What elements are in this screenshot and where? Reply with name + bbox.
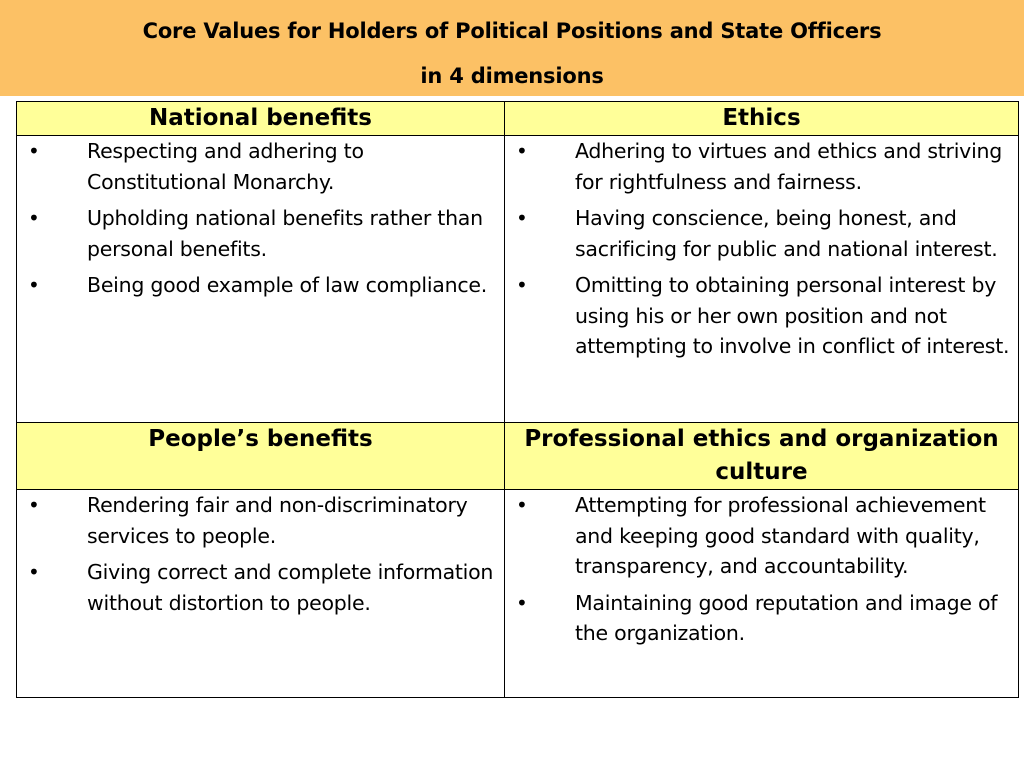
list-item: • Upholding national benefits rather than personal benefits. — [17, 203, 504, 264]
list-item: • Omitting to obtaining personal interest by using his or her own position and not attempting to involve in conflict of interest. — [505, 270, 1018, 362]
list-item: • Attempting for professional achievement and keeping good standard with quality, transparency, and accountability. — [505, 490, 1018, 582]
list-item: • Respecting and adhering to Constitutional Monarchy. — [17, 136, 504, 197]
table-row — [17, 102, 1019, 136]
professional-ethics-list — [505, 490, 1018, 649]
ethics-list — [505, 136, 1018, 362]
cell-peoples-benefits — [17, 490, 505, 698]
list-item: • Having conscience, being honest, and sacrificing for public and national interest. — [505, 203, 1018, 264]
bullet-icon: • — [28, 273, 40, 297]
list-item: • Being good example of law compliance. — [17, 270, 504, 301]
list-item: • Adhering to virtues and ethics and striving for rightfulness and fairness. — [505, 136, 1018, 197]
list-item: • Maintaining good reputation and image of the organization. — [505, 588, 1018, 649]
bullet-icon: • — [516, 493, 528, 517]
list-item: • Giving correct and complete information without distortion to people. — [17, 557, 504, 618]
bullet-icon: • — [516, 273, 528, 297]
cell-professional-ethics — [505, 490, 1019, 698]
table-row — [17, 490, 1019, 698]
table-row — [17, 423, 1019, 490]
national-benefits-list — [17, 136, 504, 301]
bullet-icon: • — [28, 560, 40, 584]
bullet-icon: • — [516, 206, 528, 230]
header-professional-ethics: Professional ethics and organization culture — [505, 423, 1019, 490]
header-peoples-benefits: People’s benefits — [17, 423, 505, 490]
bullet-icon: • — [28, 493, 40, 517]
cell-ethics — [505, 136, 1019, 423]
list-item: • Rendering fair and non-discriminatory services to people. — [17, 490, 504, 551]
page-title: Core Values for Holders of Political Positions and State Officers — [142, 19, 882, 43]
core-values-table — [16, 101, 1019, 698]
table-row — [17, 136, 1019, 423]
bullet-icon: • — [516, 139, 528, 163]
page-subtitle: in 4 dimensions — [420, 64, 604, 88]
header-ethics: Ethics — [505, 102, 1019, 136]
peoples-benefits-list — [17, 490, 504, 618]
header-national-benefits: National benefits — [17, 102, 505, 136]
bullet-icon: • — [516, 590, 528, 615]
cell-national-benefits — [17, 136, 505, 423]
bullet-icon: • — [28, 206, 40, 230]
title-banner — [0, 0, 1024, 96]
bullet-icon: • — [28, 139, 40, 163]
